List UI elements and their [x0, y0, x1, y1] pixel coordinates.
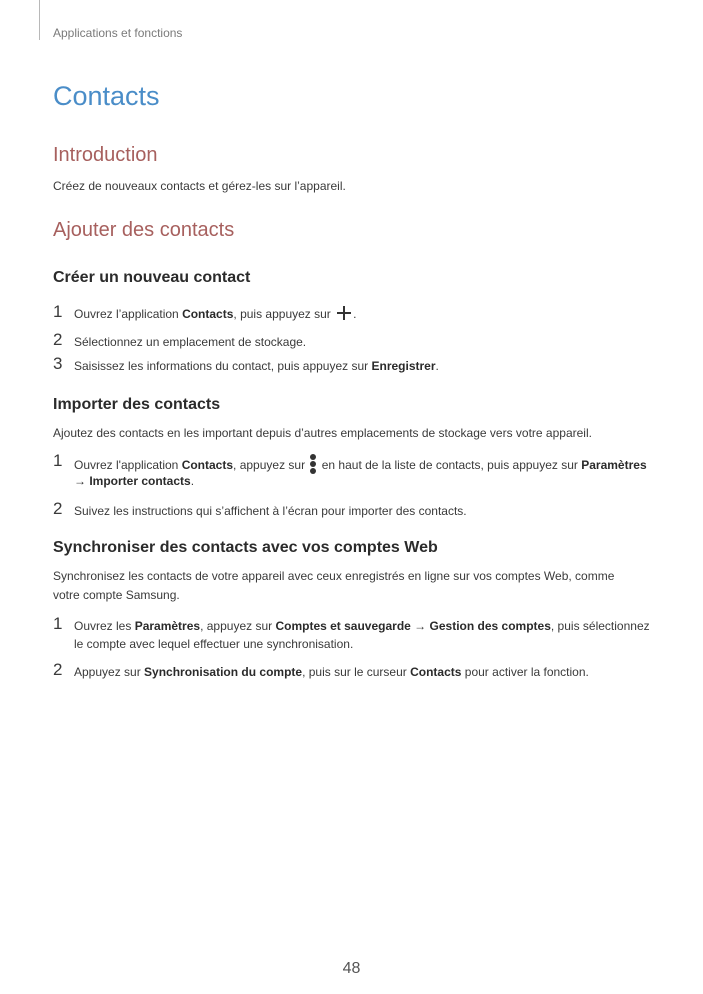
step-number: 1 — [53, 614, 63, 633]
import-text: Ajoutez des contacts en les important depuis d’autres emplacements de stockage vers votre appareil. — [53, 426, 592, 440]
import-contacts-heading: Importer des contacts — [53, 396, 221, 413]
step-number: 2 — [53, 660, 63, 679]
step-number: 1 — [53, 302, 63, 321]
sync-text: Synchronisez les contacts de votre appareil avec ceux enregistrés en ligne sur vos comptes Web, comme votre compte Samsung. — [53, 569, 615, 602]
intro-text: Créez de nouveaux contacts et gérez-les sur l’appareil. — [53, 179, 346, 193]
page-title: Contacts — [53, 81, 160, 111]
section-label: Applications et fonctions — [53, 26, 183, 40]
page-number: 48 — [342, 960, 361, 977]
import-contacts-label: → Importer contacts — [74, 474, 191, 488]
sync-contacts-heading: Synchroniser des contacts avec vos comptes Web — [53, 539, 438, 556]
plus-icon — [337, 306, 351, 320]
intro-heading: Introduction — [53, 144, 158, 166]
more-options-icon — [310, 454, 316, 474]
step-number: 3 — [53, 354, 63, 373]
step-number: 2 — [53, 499, 63, 518]
add-contacts-heading: Ajouter des contacts — [53, 219, 235, 241]
create-contact-heading: Créer un nouveau contact — [53, 269, 251, 286]
save-label: Enregistrer — [371, 359, 436, 373]
contacts-app-label: Contacts — [182, 307, 234, 321]
step-number: 1 — [53, 451, 63, 470]
step-number: 2 — [53, 330, 63, 349]
header-rule — [39, 0, 40, 40]
